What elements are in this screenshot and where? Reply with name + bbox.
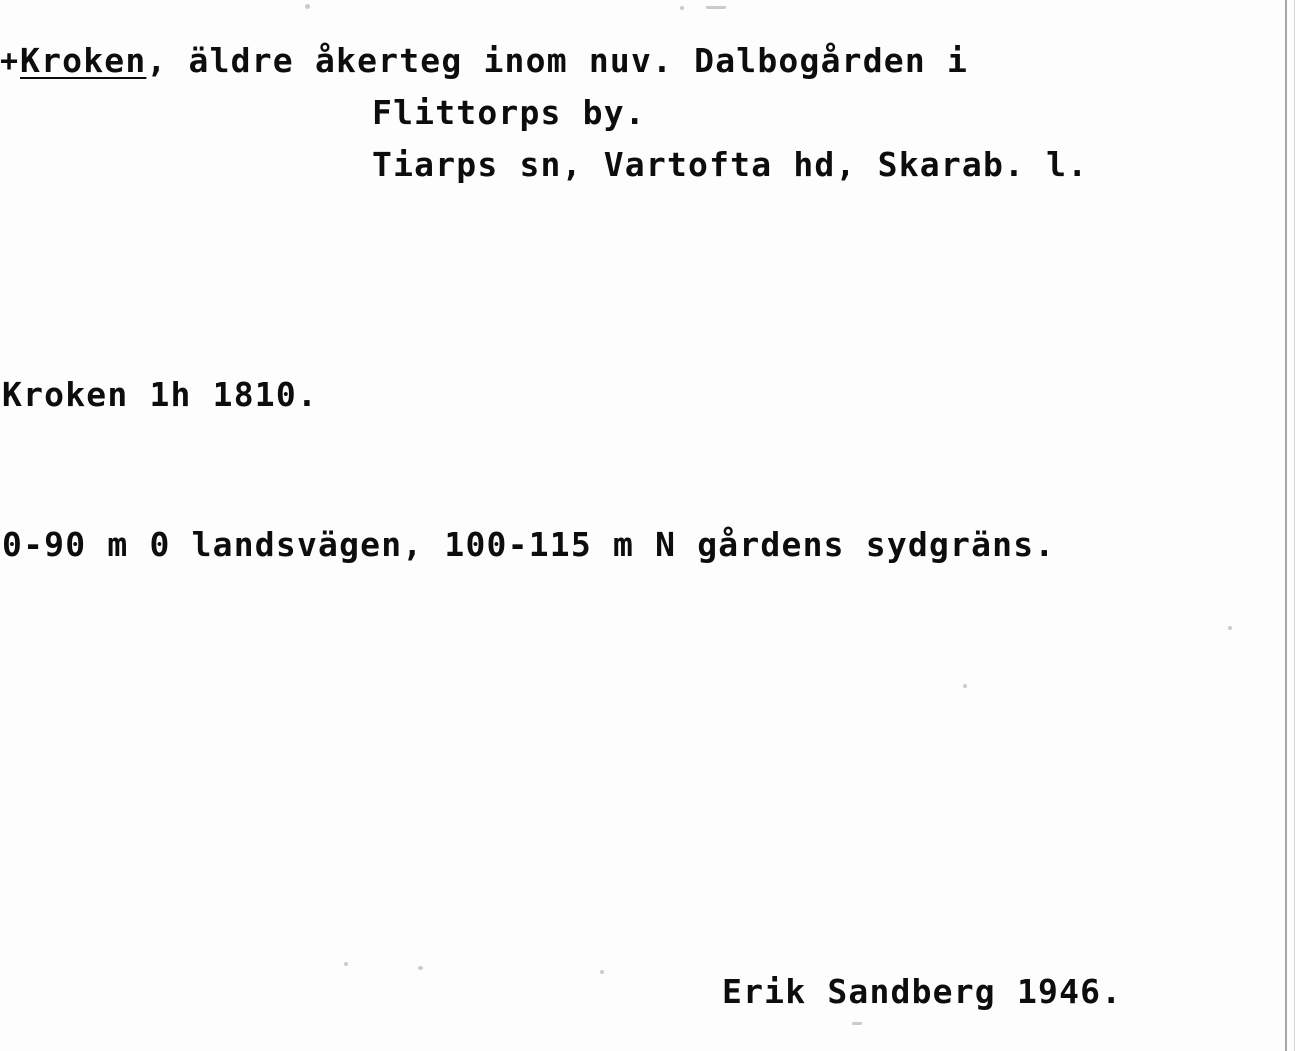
- scan-speck: [680, 6, 684, 10]
- scan-speck: [706, 6, 726, 9]
- headword: Kroken: [20, 41, 147, 80]
- cross-reference-marker: +: [0, 44, 19, 79]
- scan-speck: [852, 1022, 862, 1025]
- card-right-edge-line: [1285, 0, 1287, 1051]
- header-line-3: Tiarps sn, Vartofta hd, Skarab. l.: [372, 145, 1089, 184]
- scan-speck: [305, 4, 310, 9]
- header-line-headword: [20, 41, 969, 80]
- signature: Erik Sandberg 1946.: [722, 972, 1123, 1011]
- scan-speck: [600, 970, 604, 974]
- header-line-1-rest: , äldre åkerteg inom nuv. Dalbogården i: [146, 41, 969, 80]
- body-line-2: 0-90 m 0 landsvägen, 100-115 m N gårdens sydgräns.: [2, 525, 1056, 564]
- header-line-2: Flittorps by.: [372, 93, 646, 132]
- scan-speck: [1228, 626, 1232, 630]
- scan-speck: [344, 962, 348, 966]
- body-line-1: Kroken 1h 1810.: [2, 375, 319, 414]
- scan-speck: [963, 684, 967, 688]
- scan-speck: [418, 966, 423, 970]
